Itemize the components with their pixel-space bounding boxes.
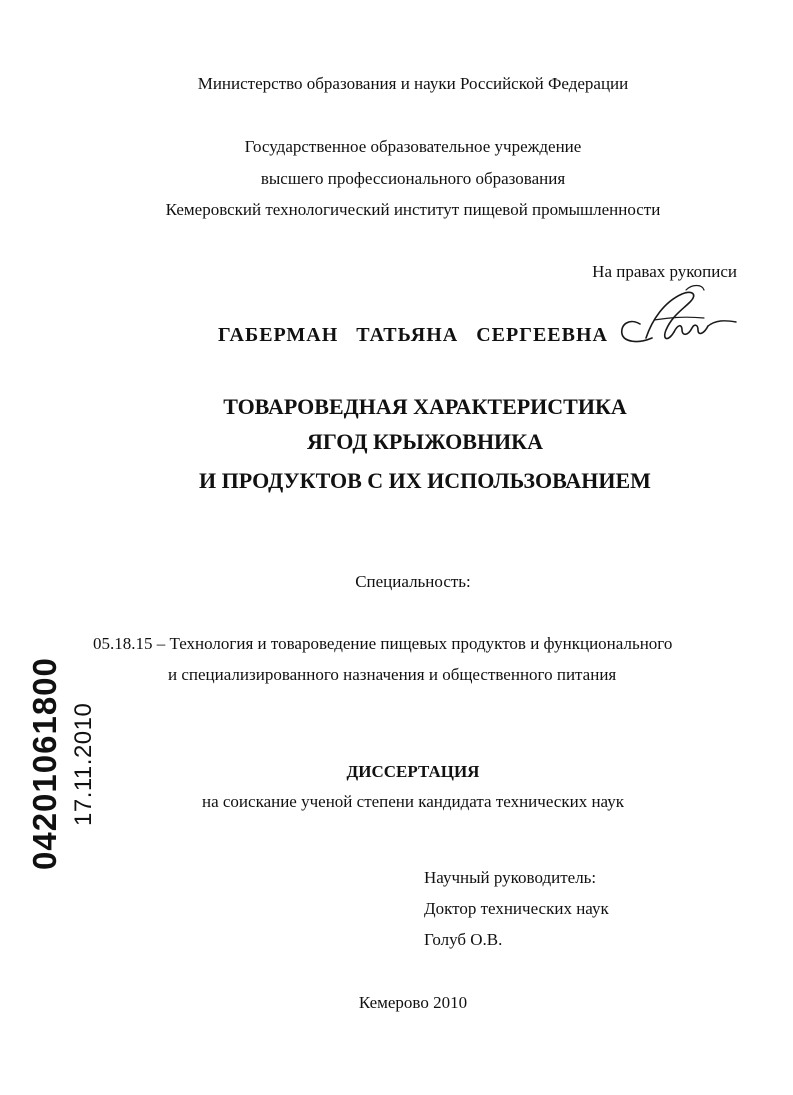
author-name: ГАБЕРМАН ТАТЬЯНА СЕРГЕЕВНА (218, 324, 608, 346)
signature-icon (612, 280, 742, 360)
title-line-1: ТОВАРОВЕДНАЯ ХАРАКТЕРИСТИКА (223, 394, 627, 419)
dissertation-purpose: на соискание ученой степени кандидата технических наук (201, 792, 624, 811)
specialty-line-2: и специализированного назначения и общественного питания (168, 665, 617, 684)
dissertation-type: ДИССЕРТАЦИЯ (346, 762, 480, 781)
title-line-3: И ПРОДУКТОВ С ИХ ИСПОЛЬЗОВАНИЕМ (199, 468, 651, 493)
manuscript-rights-note: На правах рукописи (592, 262, 737, 281)
city-year: Кемерово 2010 (358, 993, 468, 1012)
library-stamp-number: 04201061800 (26, 657, 63, 870)
specialty-line-1: 05.18.15 – Технология и товароведение пищевых продуктов и функционального (93, 634, 673, 653)
supervisor-degree: Доктор технических наук (424, 899, 609, 918)
supervisor-name: Голуб О.В. (424, 930, 503, 949)
institution-line-3: Кемеровский технологический институт пищевой промышленности (165, 200, 661, 219)
institution-line-1: Государственное образовательное учреждение (244, 137, 582, 156)
title-line-2: ЯГОД КРЫЖОВНИКА (306, 429, 544, 454)
institution-line-2: высшего профессионального образования (260, 169, 566, 188)
supervisor-label: Научный руководитель: (424, 868, 597, 887)
library-stamp-date: 17.11.2010 (70, 702, 97, 826)
ministry-name: Министерство образования и науки Российской Федерации (197, 74, 629, 93)
specialty-label: Специальность: (355, 572, 471, 591)
